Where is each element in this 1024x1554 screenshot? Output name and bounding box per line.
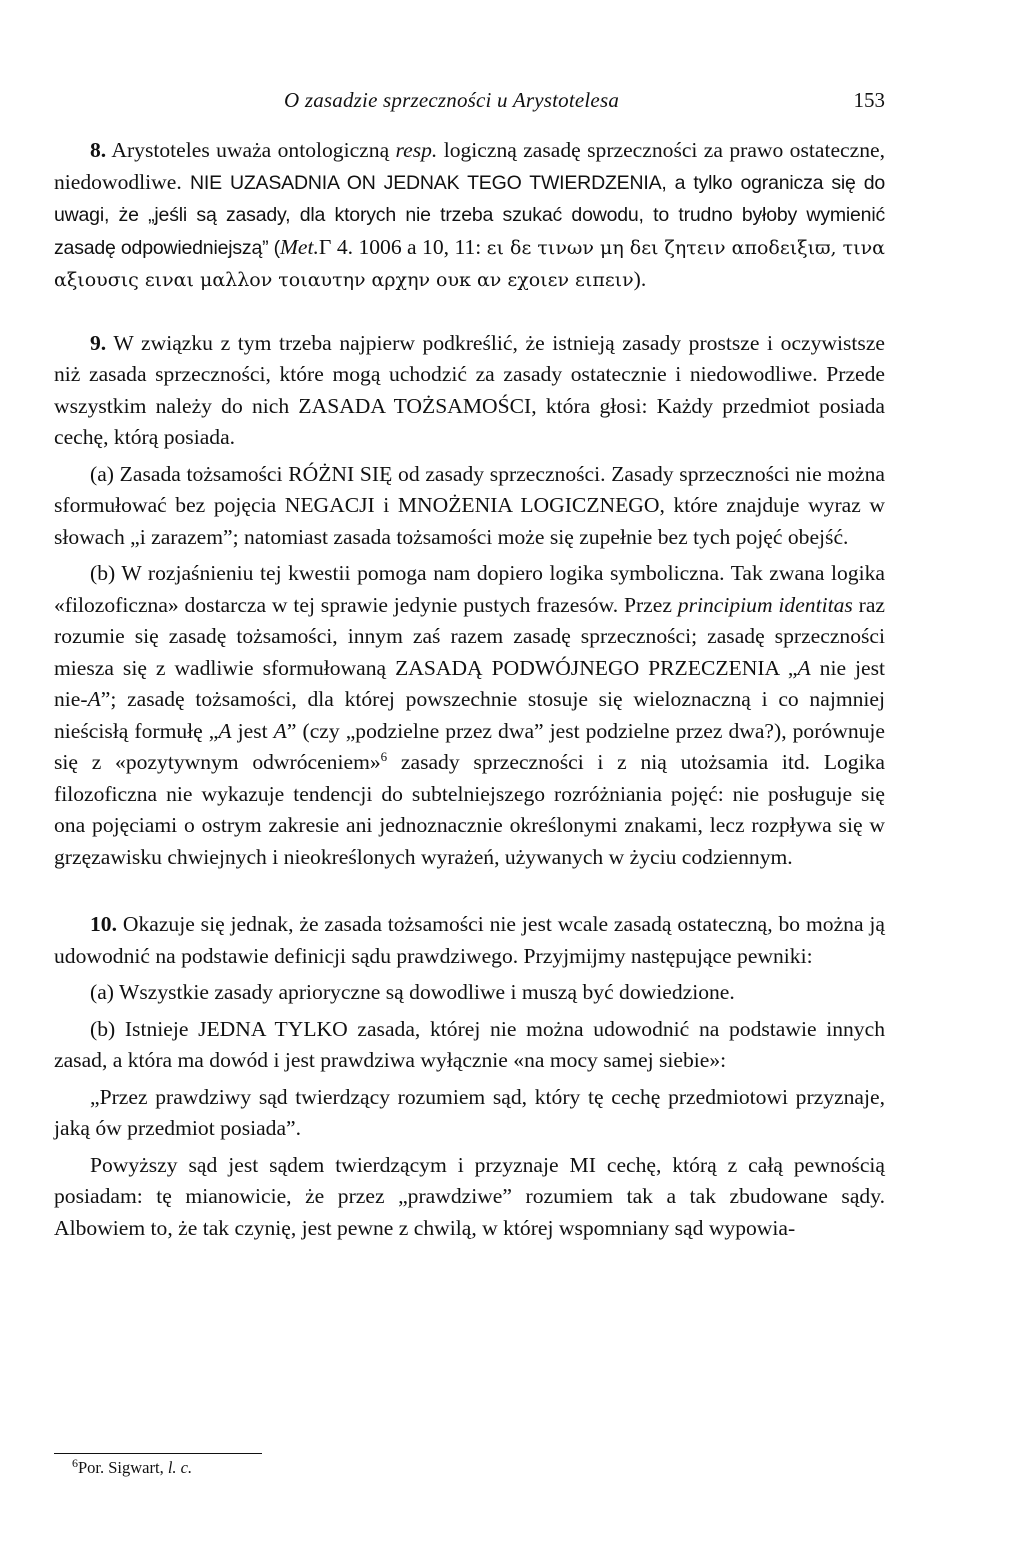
s9b-text-7: zasady sprzeczności i z nią utożsamia itd. Logika filozoficzna nie wykazuje tendencji do subtelniejszego rozróżniania pojęć: nie posługuje się ona pojęciami o ostrym zakresie ani jednoznacznie określonymi znakami, lecz rozpływa się w grzęzawisku chwiejnych i nieokreślonych wyrażeń, używanych w życiu codziennym. bbox=[54, 750, 885, 869]
book-page bbox=[54, 0, 885, 1554]
paragraph-10-last: Powyższy sąd jest sądem twierdzącym i przyznaje MI cechę, którą z całą pewnością posiadam: tę mianowicie, że przez „prawdziwe” rozumiem tak a tak zbudowane sądy. Albowiem to, że tak czynię, jest pewne z chwilą, w której wspomniany sąd wypowia- bbox=[54, 1152, 885, 1240]
s9b-text-5: jest bbox=[231, 718, 274, 743]
greek-quotation: ει δε τινων μη δει ζητειν αποδειξιϖ, τινα αξιουσις ειναι μαλλον τοιαυτην αρχην ουκ αν εχοιεν ειπειν bbox=[54, 236, 885, 291]
s10-text-1: Okazuje się jednak, że zasada tożsamości nie jest wcale zasadą ostateczną, bo można ją udowodnić na podstawie definicji sądu prawdziwego. Przyjmijmy następujące pewniki: bbox=[54, 912, 885, 968]
footnote-mark: 6 bbox=[72, 1456, 78, 1470]
section-number-10: 10. bbox=[90, 912, 117, 936]
s8-resp: resp. bbox=[395, 138, 438, 162]
s9b-text-3: nie jest nie- bbox=[54, 655, 886, 711]
paragraph-9 bbox=[54, 328, 885, 454]
s9b-var-a3: A bbox=[218, 718, 232, 743]
s9b-text-1: (b) W rozjaśnieniu tej kwestii pomoga nam dopiero logika symboliczna. Tak zwana logika «filozoficzna» dostarcza w tej sprawie jedynie pustych frazesów. Przez bbox=[54, 561, 885, 617]
s8-caps: NIE UZASADNIA ON JEDNAK TEGO TWIERDZENIA bbox=[189, 171, 662, 194]
body-text bbox=[54, 135, 885, 1244]
footnote-reference[interactable]: 6 bbox=[380, 749, 388, 764]
paragraph-8 bbox=[54, 135, 885, 297]
s8-text-4: Γ 4. 1006 a 10, 11: bbox=[318, 234, 487, 259]
footnote bbox=[72, 1458, 192, 1478]
s8-met: Met. bbox=[279, 234, 319, 259]
page-header bbox=[54, 88, 885, 118]
s9b-text-2: raz rozumie się zasadę tożsamości, innym zaś razem zasadę sprzeczności; zasadę sprzeczności miesza się z wadliwie sformułowaną ZASADĄ PODWÓJNEGO PRZECZENIA „ bbox=[54, 592, 886, 680]
paragraph-10 bbox=[54, 909, 885, 972]
section-number-9: 9. bbox=[90, 330, 107, 355]
s8-text-2: logiczną zasadę sprzeczności za prawo ostateczne, niedowodliwe. bbox=[54, 138, 885, 194]
paragraph-9b bbox=[54, 558, 885, 873]
footnote-lc: l. c. bbox=[167, 1458, 193, 1477]
paragraph-10a: (a) Wszystkie zasady aprioryczne są dowodliwe i muszą być dowiedzione. bbox=[90, 980, 735, 1004]
page-number: 153 bbox=[853, 88, 885, 112]
footnote-divider bbox=[54, 1453, 262, 1454]
s9b-var-a2: A bbox=[87, 687, 101, 711]
s9b-var-a4: A bbox=[273, 718, 287, 743]
s9b-var-a1: A bbox=[797, 655, 811, 680]
s9b-principium: principium identitas bbox=[677, 592, 853, 617]
s8-text-1: Arystoteles uważa ontologiczną bbox=[106, 138, 396, 162]
s9b-text-4: ”; zasadę tożsamości, dla której powszechnie stosuje się wieloznaczną i co najmniej nieścisłą formułę „ bbox=[54, 687, 885, 743]
s8-text-5: ). bbox=[633, 267, 647, 291]
quoted-definition: „Przez prawdziwy sąd twierdzący rozumiem sąd, który tę cechę przedmiotowi przyznaje, jaką ów przedmiot posiada”. bbox=[54, 1084, 885, 1140]
section-number-8: 8. bbox=[90, 138, 107, 162]
s9b-text-6: ” (czy „podzielne przez dwa” jest podzielne przez dwa?), porównuje się z «pozytywnym odwróceniem» bbox=[54, 718, 885, 774]
s8-text-3: , a tylko ogranicza się do uwagi, że „jeśli są zasady, dla ktorych nie trzeba szukać dowodu, to trudno byłoby wymienić zasadę odpowiedniejszą” ( bbox=[54, 171, 885, 259]
paragraph-10b: (b) Istnieje JEDNA TYLKO zasada, której nie można udowodnić na podstawie innych zasad, a która ma dowód i jest prawdziwa wyłącznie «na mocy samej siebie»: bbox=[54, 1016, 885, 1072]
paragraph-9a: (a) Zasada tożsamości RÓŻNI SIĘ od zasady sprzeczności. Zasady sprzeczności nie można sformułować bez pojęcia NEGACJI i MNOŻENIA LOGICZNEGO, które znajduje wyraz w słowach „i zarazem”; natomiast zasada tożsamości może się zupełnie bez tych pojęć obejść. bbox=[54, 461, 885, 549]
running-title: O zasadzie sprzeczności u Arystotelesa bbox=[284, 88, 620, 112]
s9-text-1: W związku z tym trzeba najpierw podkreślić, że istnieją zasady prostsze i oczywistsze niż zasada sprzeczności, które mogą uchodzić za zasady ostatecznie i niedowodliwe. Przede wszystkim należy do nich ZASADA TOŻSAMOŚCI, która głosi: Każdy przedmiot posiada cechę, którą posiada. bbox=[54, 330, 885, 449]
footnote-text: Por. Sigwart, bbox=[78, 1458, 168, 1477]
